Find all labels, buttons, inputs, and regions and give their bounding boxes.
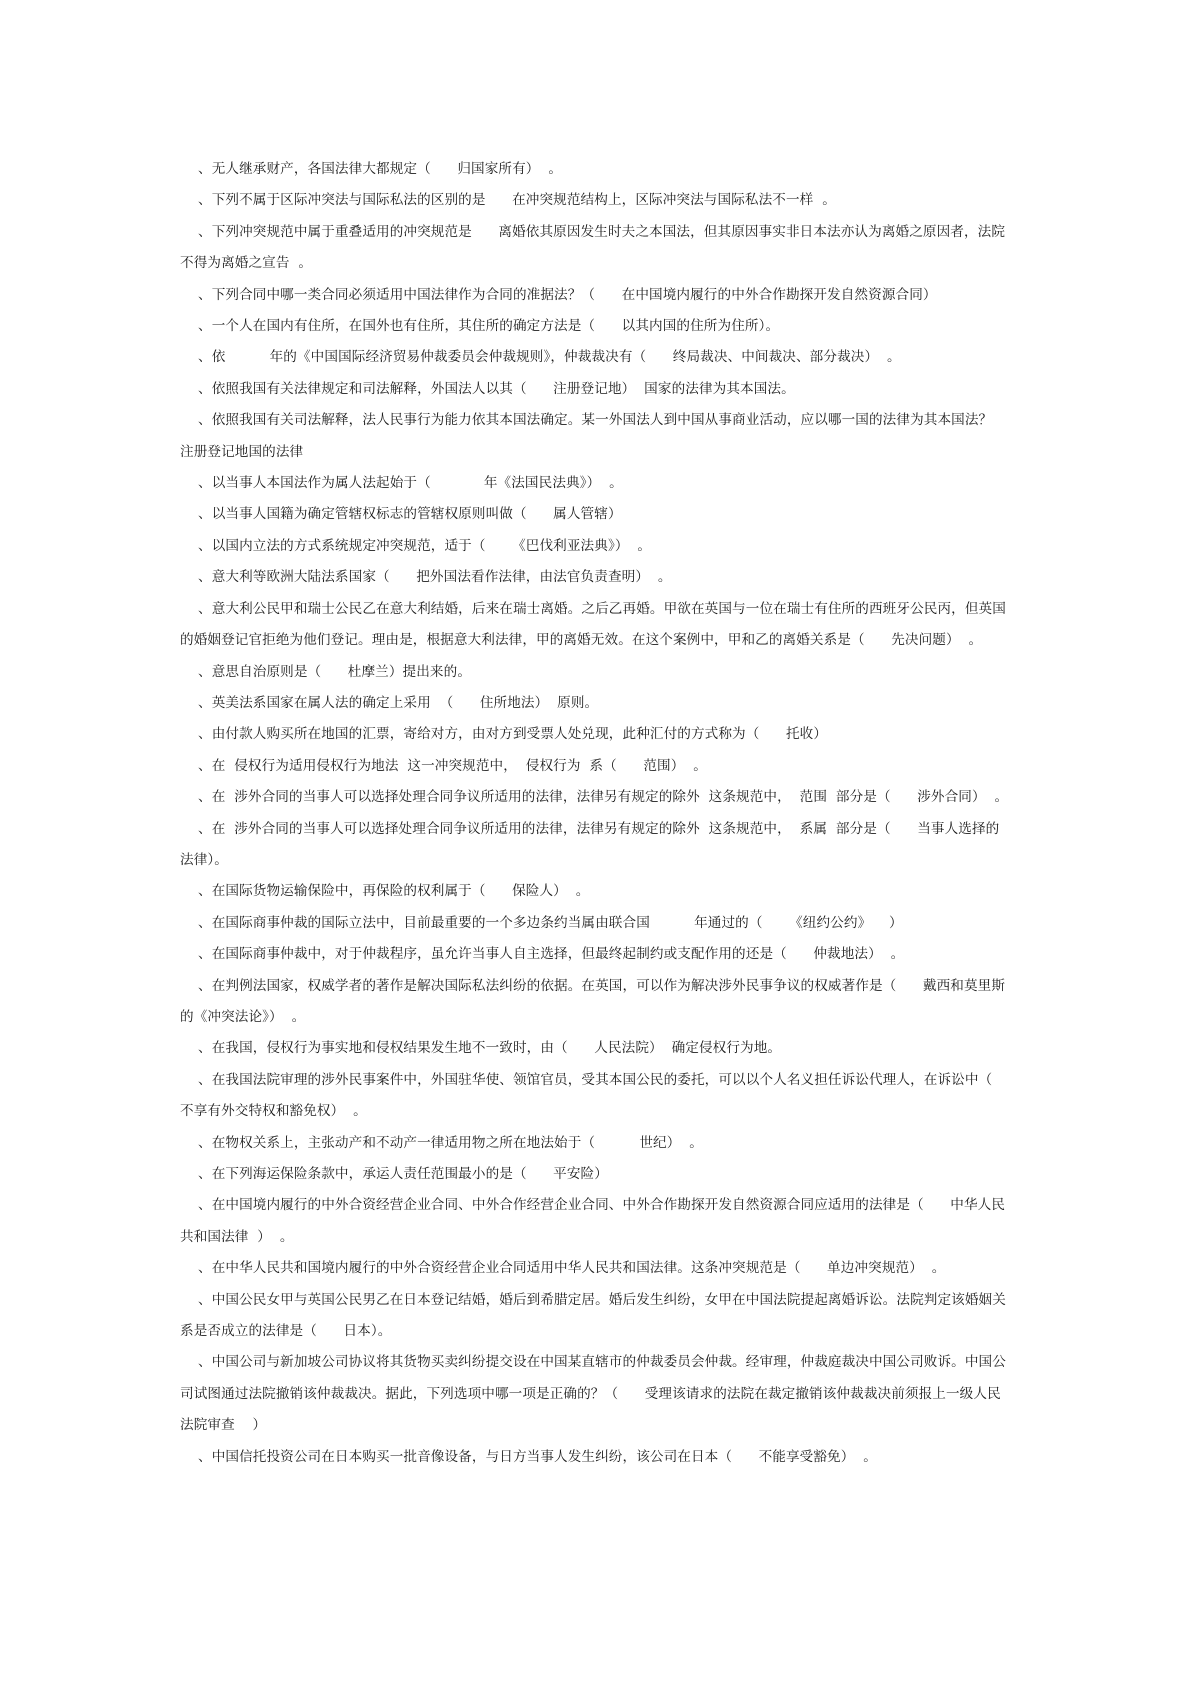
question-item: 、在我国法院审理的涉外民事案件中，外国驻华使、领馆官员，受其本国公民的委托，可以以个人名义担任诉讼代理人，在诉讼中（ 不享有外交特权和豁免权） 。 xyxy=(180,1071,1019,1120)
question-item: 、下列合同中哪一类合同必须适用中国法律作为合同的准据法？（ 在中国境内履行的中外合作勘探开发自然资源合同） xyxy=(198,286,937,303)
question-item: 、中国公司与新加坡公司协议将其货物买卖纠纷提交设在中国某直辖市的仲裁委员会仲裁。经审理，仲裁庭裁决中国公司败诉。中国公司试图通过法院撤销该仲裁裁决。据此，下列选项中哪一项是正确的？（ 受理该请求的法院在裁定撤销该仲裁裁决前须报上一级人民法院审查 ） xyxy=(180,1354,1006,1434)
question-item: 、中国信托投资公司在日本购买一批音像设备，与日方当事人发生纠纷，该公司在日本（ 不能享受豁免） 。 xyxy=(198,1448,877,1465)
question-list xyxy=(180,154,1037,1473)
question-item: 、以当事人本国法作为属人法起始于（ 年《法国民法典》） 。 xyxy=(198,475,623,492)
question-item: 、意大利等欧洲大陆法系国家（ 把外国法看作法律，由法官负责查明） 。 xyxy=(198,569,672,586)
question-item: 、在中华人民共和国境内履行的中外合资经营企业合同适用中华人民共和国法律。这条冲突规范是（ 单边冲突规范） 。 xyxy=(198,1260,946,1277)
question-item: 、由付款人购买所在地国的汇票，寄给对方，由对方到受票人处兑现，此种汇付的方式称为（ 托收） xyxy=(198,726,828,743)
question-item: 、以国内立法的方式系统规定冲突规范，适于（ 《巴伐利亚法典》） 。 xyxy=(198,537,652,554)
question-item: 、在国际商事仲裁的国际立法中，目前最重要的一个多边条约当属由联合国 年通过的（ 《纽约公约》 ） xyxy=(198,914,903,931)
question-item: 、在判例法国家，权威学者的著作是解决国际私法纠纷的依据。在英国，可以作为解决涉外民事争议的权威著作是（ 戴西和莫里斯的《冲突法论》） 。 xyxy=(180,977,1006,1025)
question-item: 、依照我国有关司法解释，法人民事行为能力依其本国法确定。某一外国法人到中国从事商业活动，应以哪一国的法律为其本国法？ 注册登记地国的法律 xyxy=(180,412,1037,460)
question-item: 、在 涉外合同的当事人可以选择处理合同争议所适用的法律，法律另有规定的除外 这条规范中， 范围 部分是（ 涉外合同） 。 xyxy=(198,789,1009,806)
question-item: 、依 年的《中国国际经济贸易仲裁委员会仲裁规则》，仲裁裁决有（ 终局裁决、中间裁决、部分裁决） 。 xyxy=(198,349,901,366)
question-item: 、英美法系国家在属人法的确定上采用 （ 住所地法） 原则。 xyxy=(198,694,599,711)
question-item: 、在 涉外合同的当事人可以选择处理合同争议所适用的法律，法律另有规定的除外 这条规范中， 系属 部分是（ 当事人选择的法律）。 xyxy=(180,820,1000,868)
question-item: 、在我国，侵权行为事实地和侵权结果发生地不一致时，由（ 人民法院） 确定侵权行为地。 xyxy=(198,1040,782,1057)
question-item: 、中国公民女甲与英国公民男乙在日本登记结婚，婚后到希腊定居。婚后发生纠纷，女甲在中国法院提起离婚诉讼。法院判定该婚姻关系是否成立的法律是（ 日本）。 xyxy=(180,1291,1006,1340)
question-item: 、一个人在国内有住所，在国外也有住所，其住所的确定方法是（ 以其内国的住所为住所）。 xyxy=(198,318,780,335)
question-item: 、意大利公民甲和瑞士公民乙在意大利结婚，后来在瑞士离婚。之后乙再婚。甲欲在英国与一位在瑞士有住所的西班牙公民丙，但英国的婚姻登记官拒绝为他们登记。理由是，根据意大利法律，甲的离婚无效。在这个案例中，甲和乙的离婚关系是（ 先决问题） 。 xyxy=(180,600,1006,649)
question-item: 、在下列海运保险条款中，承运人责任范围最小的是（ 平安险） xyxy=(198,1166,608,1182)
question-item: 、依照我国有关法律规定和司法解释，外国法人以其（ 注册登记地） 国家的法律为其本国法。 xyxy=(198,380,795,397)
question-item: 、在国际商事仲裁中，对于仲裁程序，虽允许当事人自主选择，但最终起制约或支配作用的还是（ 仲裁地法） 。 xyxy=(198,946,905,963)
question-item: 、无人继承财产，各国法律大都规定（ 归国家所有） 。 xyxy=(198,161,563,177)
question-item: 、下列冲突规范中属于重叠适用的冲突规范是 离婚依其原因发生时夫之本国法，但其原因事实非日本法亦认为离婚之原因者，法院不得为离婚之宣告 。 xyxy=(180,223,1006,272)
question-item: 、以当事人国籍为确定管辖权标志的管辖权原则叫做（ 属人管辖） xyxy=(198,506,622,523)
question-item: 、意思自治原则是（ 杜摩兰）提出来的。 xyxy=(198,663,472,680)
question-item: 、下列不属于区际冲突法与国际私法的区别的是 在冲突规范结构上，区际冲突法与国际私法不一样 。 xyxy=(198,192,836,209)
question-item: 、在中国境内履行的中外合资经营企业合同、中外合作经营企业合同、中外合作勘探开发自然资源合同应适用的法律是（ 中华人民共和国法律 ） 。 xyxy=(180,1197,1006,1245)
question-item: 、在 侵权行为适用侵权行为地法 这一冲突规范中， 侵权行为 系（ 范围） 。 xyxy=(198,757,707,774)
question-item: 、在国际货物运输保险中，再保险的权利属于（ 保险人） 。 xyxy=(198,883,590,900)
question-item: 、在物权关系上，主张动产和不动产一律适用物之所在地法始于（ 世纪） 。 xyxy=(198,1134,703,1151)
